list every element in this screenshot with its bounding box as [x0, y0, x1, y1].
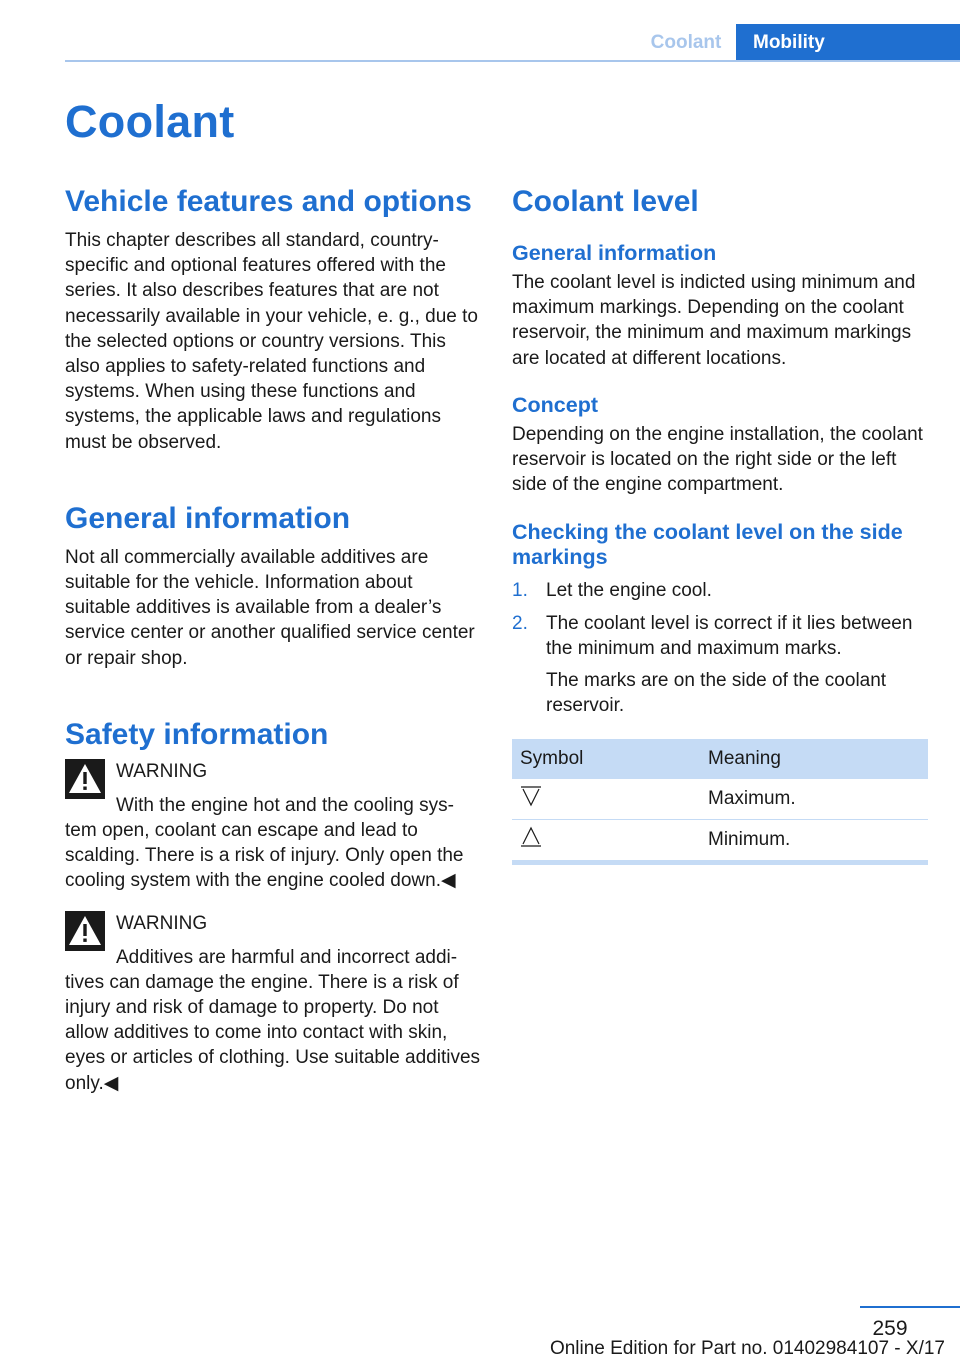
- warning-text-rest: tem open, coolant can escape and lead to scalding. There is a risk of injury. Only open the cooling system with the engine cooled down.◀: [65, 820, 464, 892]
- header-rule: [65, 60, 960, 62]
- features-heading: Vehicle features and options: [65, 185, 472, 218]
- list-item: [512, 578, 928, 603]
- general-heading: General information: [65, 501, 351, 535]
- column-header-symbol: Symbol: [512, 739, 700, 779]
- coolant-level-heading: Coolant level: [512, 185, 699, 218]
- general-info-subheading: General information: [512, 241, 717, 265]
- right-column: [512, 182, 928, 865]
- max-mark-icon: [520, 785, 542, 807]
- warning-text: [65, 945, 481, 1096]
- warning-text-first: Additives are harmful and incorrect addi-: [116, 946, 458, 968]
- symbol-table: [512, 739, 928, 865]
- warning-triangle-icon: [65, 911, 105, 951]
- list-item: [512, 611, 928, 661]
- meaning-cell: Maximum.: [700, 779, 928, 820]
- min-mark-icon: [520, 826, 542, 848]
- warning-label: WARNING: [116, 912, 208, 934]
- step-text: The coolant level is correct if it lies between the minimum and maximum marks.: [546, 612, 913, 659]
- edition-text: Online Edition for Part no. 01402984107 - X/17: [549, 1338, 945, 1359]
- table-row: [512, 820, 928, 863]
- general-info-text: The coolant level is indicted using minimum and maximum markings. Depending on the coolant reservoir, the minimum and maximum markings are located at different locations.: [512, 272, 916, 369]
- footer-rule: [860, 1306, 960, 1308]
- meaning-cell: Minimum.: [700, 820, 928, 863]
- step-number: 1.: [512, 580, 528, 602]
- page-number: 259: [872, 1317, 908, 1340]
- step-note: The marks are on the side of the coolant reservoir.: [546, 670, 887, 717]
- symbol-cell: [512, 779, 700, 820]
- page-title: Coolant: [65, 96, 235, 147]
- features-text: This chapter describes all standard, country-specific and optional features offered with the series. It also describes features that are not necessarily available in your vehicle, e. g., due to the selected options or country versions. This also applies to safety-related functions and systems. When using these functions and systems, the applicable laws and regulations must be observed.: [65, 230, 478, 453]
- warning-text-rest: tives can damage the engine. There is a risk of injury and risk of damage to property. Do not allow additives to come into contact with skin, eyes or articles of clothing. Use suitable additives only.◀: [65, 971, 481, 1094]
- warning-triangle-icon: [65, 759, 105, 799]
- step-text: Let the engine cool.: [546, 580, 712, 602]
- column-header-meaning: Meaning: [700, 739, 928, 779]
- warning-text: [65, 793, 481, 894]
- warning-text-first: With the engine hot and the cooling sys-: [116, 794, 454, 816]
- concept-subheading: Concept: [512, 392, 598, 417]
- warning-label: WARNING: [116, 760, 208, 782]
- step-number: 2.: [512, 612, 528, 634]
- concept-text: Depending on the engine installation, the coolant reservoir is located on the right side or the left side of the engine compartment.: [512, 423, 923, 496]
- header-tab-mobility[interactable]: Mobility: [736, 24, 960, 61]
- symbol-cell: [512, 820, 700, 863]
- left-column: [65, 182, 481, 1096]
- safety-heading: Safety information: [65, 717, 329, 751]
- steps-list: [512, 578, 928, 661]
- warning-block-1: [65, 759, 481, 894]
- table-header-row: [512, 739, 928, 779]
- warning-block-2: [65, 911, 481, 1096]
- general-text: Not all commercially available additives are suitable for the vehicle. Information about suitable additives is available from a dealer’s service center or another qualified service center or repair shop.: [65, 546, 475, 669]
- header-tab-coolant[interactable]: Coolant: [636, 24, 736, 61]
- checking-subheading: Checking the coolant level on the side markings: [512, 520, 903, 570]
- table-row: [512, 779, 928, 820]
